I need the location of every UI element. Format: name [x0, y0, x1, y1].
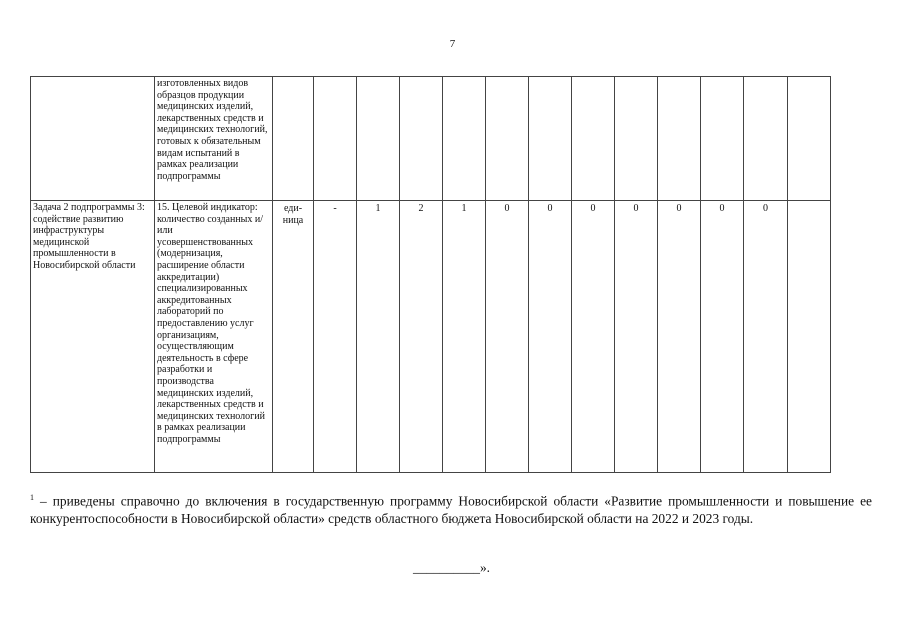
indicator-cell: 15. Целевой индикатор: количество созданных и/или усовершенствованных (модернизация, расширение области аккредитации) специализированных аккредитованных лабораторий по предоставлению услуг организациям, осуществляющим деятельность в сфере разработки и производства медицинских изделий, лекарственных средств и медицинских технологий в рамках реализации подпрограммы: [155, 201, 273, 473]
footnote-marker: 1: [30, 493, 34, 502]
value-cell: 1: [443, 201, 486, 473]
value-cell: 0: [572, 201, 615, 473]
continuation-row: [31, 77, 831, 201]
footnote-text: – приведены справочно до включения в государственную программу Новосибирской области «Развитие промышленности и повышение ее конкурентоспособности в Новосибирской области» средств областного бюджета Новосибирской области на 2022 и 2023 годы.: [30, 493, 872, 527]
unit-cell: еди-ница: [273, 201, 314, 473]
value-cell: 0: [658, 201, 701, 473]
footnote: [30, 489, 872, 528]
value-cell: 0: [486, 201, 529, 473]
value-cell: 0: [701, 201, 744, 473]
value-cell: 0: [744, 201, 788, 473]
value-cell: 0: [529, 201, 572, 473]
task-cell: Задача 2 подпрограммы 3: содействие развитию инфраструктуры медицинской промышленности в Новосибирской области: [31, 201, 155, 473]
value-cell: 0: [615, 201, 658, 473]
value-cell: -: [314, 201, 357, 473]
page-number: 7: [449, 38, 456, 50]
task-cell: [31, 77, 155, 201]
task-row: [31, 201, 831, 473]
closing-mark: __________».: [413, 560, 490, 575]
value-cell: 1: [357, 201, 400, 473]
value-cell: 2: [400, 201, 443, 473]
indicators-table: [30, 76, 831, 473]
indicator-cell: изготовленных видов образцов продукции медицинских изделий, лекарственных средств и медицинских технологий, готовых к обязательным видам испытаний в рамках реализации подпрограммы: [155, 77, 273, 201]
value-cell: [788, 201, 831, 473]
